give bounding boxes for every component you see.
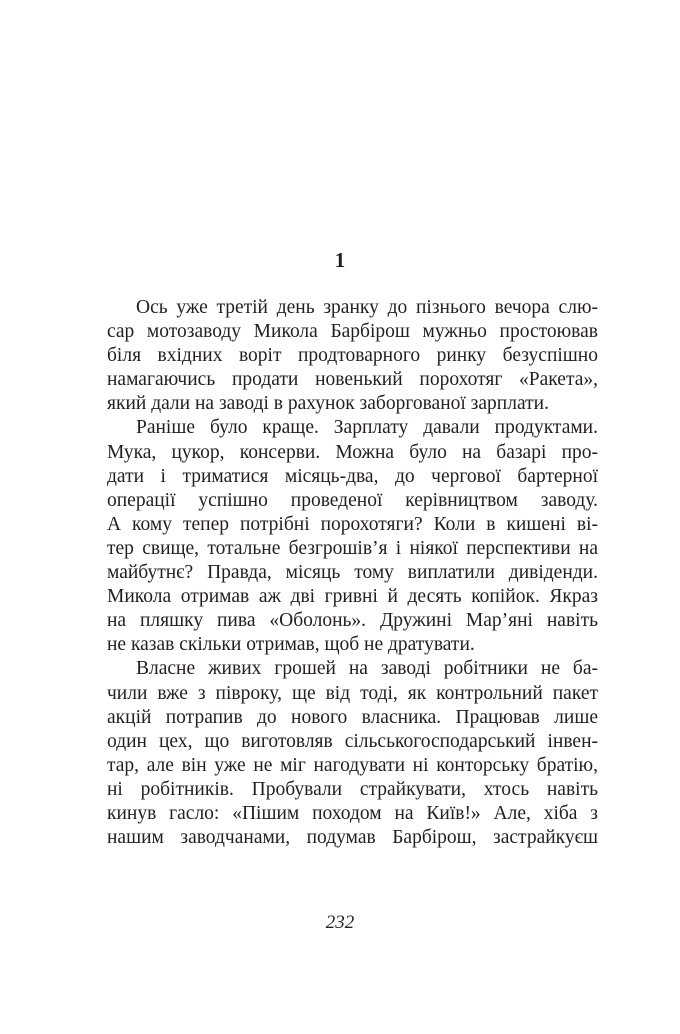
paragraph <box>107 657 598 850</box>
text-line: ні робітників. Пробували страйкувати, хтось навіть <box>107 778 598 800</box>
text-line: Микола отримав аж дві гривні й десять копійок. Якраз <box>107 586 598 608</box>
text-line: намагаючись продати новенький порохотяг «Ракета», <box>107 369 598 391</box>
paragraph <box>107 296 598 416</box>
text-line: один цех, що виготовляв сільськогосподарський інвен- <box>107 730 598 752</box>
text-line: Ось уже третій день зранку до пізнього вечора слю- <box>136 297 598 318</box>
text-line: операції успішно проведеної керівництвом заводу. <box>107 489 598 511</box>
text-line: не казав скільки отримав, щоб не дратувати. <box>107 634 475 656</box>
text-line: Мука, цукор, консерви. Можна було на базарі про- <box>107 441 598 463</box>
text-line: біля вхідних воріт продтоварного ринку безуспішно <box>107 345 598 367</box>
text-line: тар, але він уже не міг нагодувати ні конторську братію, <box>107 754 598 776</box>
text-line: чили вже з півроку, ще від тоді, як контрольний пакет <box>107 682 598 704</box>
text-line: сар мотозаводу Микола Барбірош мужньо простоював <box>107 321 598 343</box>
text-line: тер свище, тотальне безгрошів’я і ніякої перспективи на <box>107 537 598 559</box>
text-line: Раніше було краще. Зарплату давали продуктами. <box>136 417 598 439</box>
body-text <box>107 296 598 850</box>
text-line: майбутнє? Правда, місяць тому виплатили дивіденди. <box>107 562 598 584</box>
chapter-number: 1 <box>334 248 346 272</box>
page-number: 232 <box>325 912 355 933</box>
text-line: який дали на заводі в рахунок заборгованої зарплати. <box>107 393 549 415</box>
text-line: кинув гасло: «Пішим походом на Київ!» Але, хіба з <box>107 802 598 824</box>
text-line: на пляшку пива «Оболонь». Дружині Мар’яні навіть <box>107 610 598 632</box>
text-line: акцій потрапив до нового власника. Працював лише <box>107 706 598 728</box>
text-line: дати і триматися місяць-два, до чергової бартерної <box>107 465 598 487</box>
text-line: А кому тепер потрібні порохотяги? Коли в кишені ві- <box>107 513 598 535</box>
text-line: нашим заводчанами, подумав Барбірош, застрайкуєш <box>107 827 598 849</box>
paragraph <box>107 416 598 657</box>
text-line: Власне живих грошей на заводі робітники не ба- <box>136 658 598 680</box>
